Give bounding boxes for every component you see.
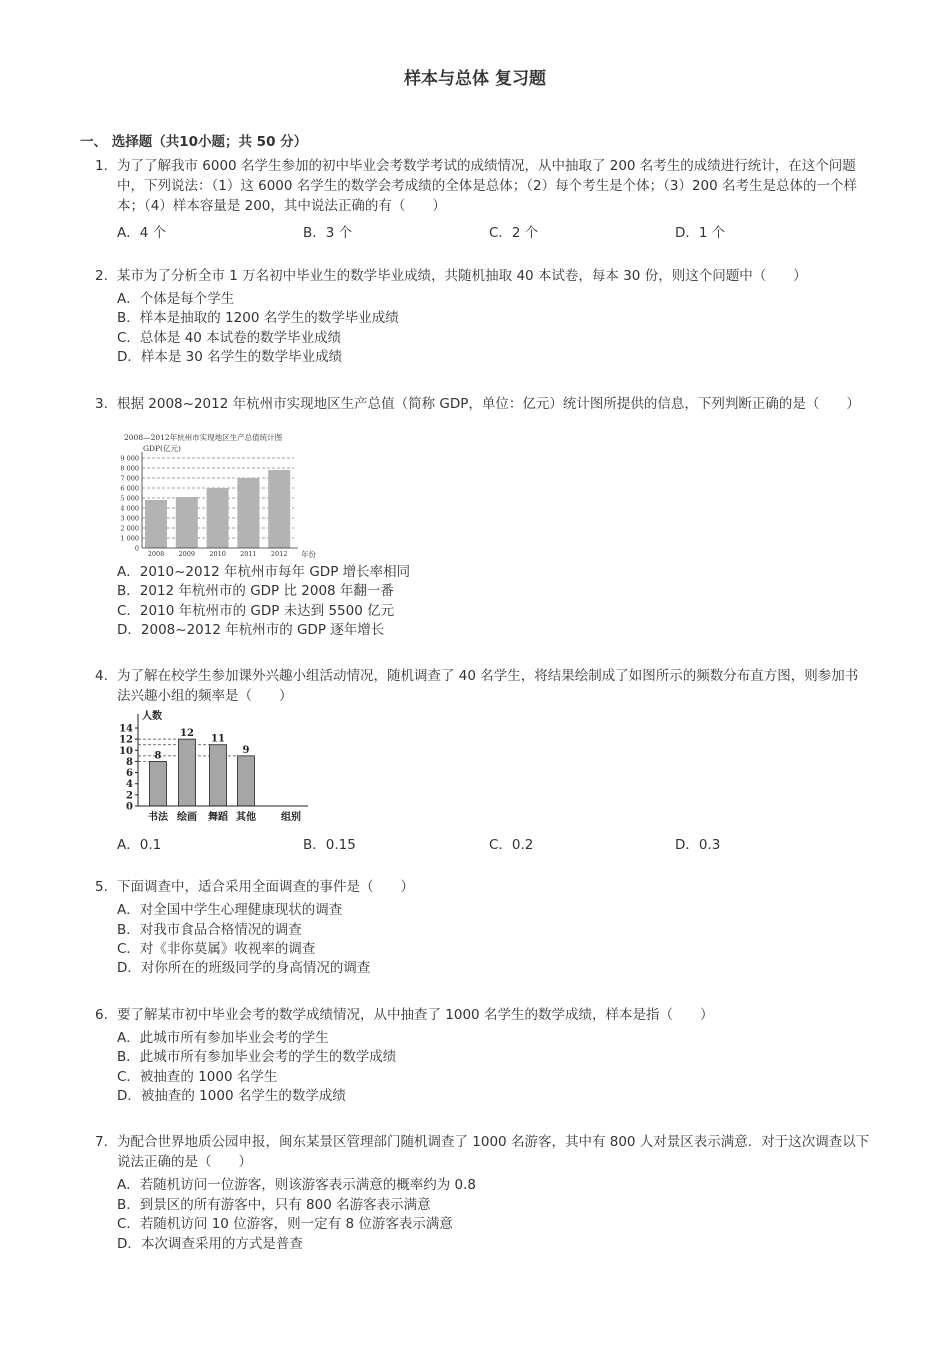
option-d: D．2008~2012 年杭州市的 GDP 逐年增长 xyxy=(117,622,385,638)
y-tick-label: 0 xyxy=(126,801,133,813)
option-b: B．到景区的所有游客中，只有 800 名游客表示满意 xyxy=(117,1197,431,1213)
option-d: D．0.3 xyxy=(675,837,721,853)
option-b: B．2012 年杭州市的 GDP 比 2008 年翻一番 xyxy=(117,583,394,599)
x-tick-label: 2009 xyxy=(178,550,196,558)
option-b: B．样本是抽取的 1200 名学生的数学毕业成绩 xyxy=(117,310,399,326)
y-tick-label: 6 000 xyxy=(120,484,139,493)
question-number: 5. xyxy=(95,879,108,895)
y-tick-label: 2 000 xyxy=(120,524,139,533)
bar xyxy=(210,745,227,806)
x-tick-label: 舞蹈 xyxy=(208,812,228,823)
question-text: 为了解在校学生参加课外兴趣小组活动情况，随机调查了 40 名学生，将结果绘制成了如图所示的频数分布直方图，则参加书法兴趣小组的频率是（ ） xyxy=(117,668,859,704)
bar xyxy=(176,497,198,548)
question-text: 根据 2008~2012 年杭州市实现地区生产总值（简称 GDP，单位：亿元）统计图所提供的信息，下列判断正确的是（ ） xyxy=(117,396,860,412)
y-tick-label: 7 000 xyxy=(120,474,139,483)
question-2 xyxy=(95,266,870,286)
bar xyxy=(237,478,259,548)
x-tick-label: 2010 xyxy=(209,550,226,558)
data-label: 12 xyxy=(180,728,194,740)
option-d: D．对你所在的班级同学的身高情况的调查 xyxy=(117,960,371,976)
page-title: 样本与总体 复习题 xyxy=(404,69,546,89)
bar xyxy=(207,488,229,548)
x-tick-label: 2012 xyxy=(270,550,288,558)
y-tick-label: 6 xyxy=(126,768,133,780)
x-axis-label: 年份 xyxy=(301,550,316,559)
option-b: B．0.15 xyxy=(303,837,356,853)
bar xyxy=(268,470,290,548)
data-label: 11 xyxy=(211,733,225,745)
question-number: 6. xyxy=(95,1007,108,1023)
x-tick-label: 其他 xyxy=(236,812,256,823)
question-text: 下面调查中，适合采用全面调查的事件是（ ） xyxy=(117,879,414,895)
question-text: 某市为了分析全市 1 万名初中毕业生的数学毕业成绩，共随机抽取 40 本试卷，每本 30 份，则这个问题中（ ） xyxy=(117,268,807,284)
y-tick-label: 3 000 xyxy=(120,514,139,523)
x-tick-label: 书法 xyxy=(148,812,168,823)
question-number: 2. xyxy=(95,268,108,284)
option-c: C．0.2 xyxy=(489,837,534,853)
option-d: D．1 个 xyxy=(675,225,726,241)
question-4 xyxy=(95,666,870,706)
option-d: D．被抽查的 1000 名学生的数学成绩 xyxy=(117,1088,346,1104)
option-a: A．4 个 xyxy=(117,225,167,241)
option-a: A．个体是每个学生 xyxy=(117,291,235,307)
option-c: C．2 个 xyxy=(489,225,539,241)
option-c: C．总体是 40 本试卷的数学毕业成绩 xyxy=(117,330,342,346)
y-tick-label: 0 xyxy=(134,544,139,553)
option-c: C．2010 年杭州市的 GDP 未达到 5500 亿元 xyxy=(117,603,395,619)
option-a: A．2010~2012 年杭州市每年 GDP 增长率相同 xyxy=(117,564,411,580)
y-tick-label: 12 xyxy=(119,734,133,746)
option-d: D．本次调查采用的方式是普查 xyxy=(117,1236,303,1252)
bar xyxy=(238,756,255,806)
x-tick-label: 绘画 xyxy=(177,812,197,823)
question-text: 为了了解我市 6000 名学生参加的初中毕业会考数学考试的成绩情况，从中抽取了 200 名考生的成绩进行统计，在这个问题中，下列说法：（1）这 6000 名学生的数学会考成绩的全体是总体；（2）每个考生是个体；（3）200 名考生是总体的一个样本；（4）样本容量是 200，其中说法正确的有（ ） xyxy=(117,158,858,214)
y-tick-label: 4 000 xyxy=(120,504,139,513)
question-number: 1. xyxy=(95,158,108,174)
question-text: 要了解某市初中毕业会考的数学成绩情况，从中抽查了 1000 名学生的数学成绩，样本是指（ ） xyxy=(117,1007,714,1023)
option-c: C．若随机访问 10 位游客，则一定有 8 位游客表示满意 xyxy=(117,1216,453,1232)
option-c: C．对《非你莫属》收视率的调查 xyxy=(117,941,316,957)
option-d: D．样本是 30 名学生的数学毕业成绩 xyxy=(117,349,343,365)
y-tick-label: 5 000 xyxy=(120,494,139,503)
y-tick-label: 2 xyxy=(126,790,133,802)
option-a: A．此城市所有参加毕业会考的学生 xyxy=(117,1030,329,1046)
data-label: 9 xyxy=(242,744,250,756)
data-label: 8 xyxy=(154,750,162,762)
y-tick-label: 4 xyxy=(126,779,133,791)
option-c: C．被抽查的 1000 名学生 xyxy=(117,1069,278,1085)
chart-title: 2008—2012年杭州市实现地区生产总值统计图 xyxy=(124,433,283,442)
frequency-histogram xyxy=(112,706,312,826)
y-tick-label: 1 000 xyxy=(120,534,139,543)
section-heading: 一、 选择题（共10小题；共 50 分） xyxy=(80,134,308,150)
question-number: 4. xyxy=(95,668,108,684)
option-a: A．对全国中学生心理健康现状的调查 xyxy=(117,902,343,918)
option-a: A．若随机访问一位游客，则该游客表示满意的概率约为 0.8 xyxy=(117,1177,476,1193)
y-tick-label: 14 xyxy=(119,723,133,735)
y-axis-label: 人数 xyxy=(142,711,162,722)
y-tick-label: 9 000 xyxy=(120,454,139,463)
option-b: B．对我市食品合格情况的调查 xyxy=(117,922,302,938)
x-axis-label: 组别 xyxy=(281,812,301,823)
y-tick-label: 8 xyxy=(126,756,133,768)
x-tick-label: 2011 xyxy=(240,550,257,558)
gdp-bar-chart xyxy=(112,430,327,562)
question-1 xyxy=(95,156,870,216)
bar xyxy=(179,739,196,806)
question-5 xyxy=(95,877,870,897)
y-tick-label: 10 xyxy=(119,745,133,757)
question-6 xyxy=(95,1005,870,1025)
x-tick-label: 2008 xyxy=(147,550,165,558)
bar xyxy=(145,500,167,548)
question-number: 7. xyxy=(95,1134,108,1150)
question-7 xyxy=(95,1132,870,1172)
question-number: 3. xyxy=(95,396,108,412)
option-b: B．3 个 xyxy=(303,225,353,241)
question-3 xyxy=(95,394,870,414)
option-b: B．此城市所有参加毕业会考的学生的数学成绩 xyxy=(117,1049,397,1065)
question-text: 为配合世界地质公园申报，闽东某景区管理部门随机调查了 1000 名游客，其中有 800 人对景区表示满意．对于这次调查以下说法正确的是（ ） xyxy=(117,1134,870,1170)
option-a: A．0.1 xyxy=(117,837,162,853)
bar xyxy=(150,761,167,806)
y-axis-label: GDP(亿元) xyxy=(143,444,181,453)
y-tick-label: 8 000 xyxy=(120,464,139,473)
